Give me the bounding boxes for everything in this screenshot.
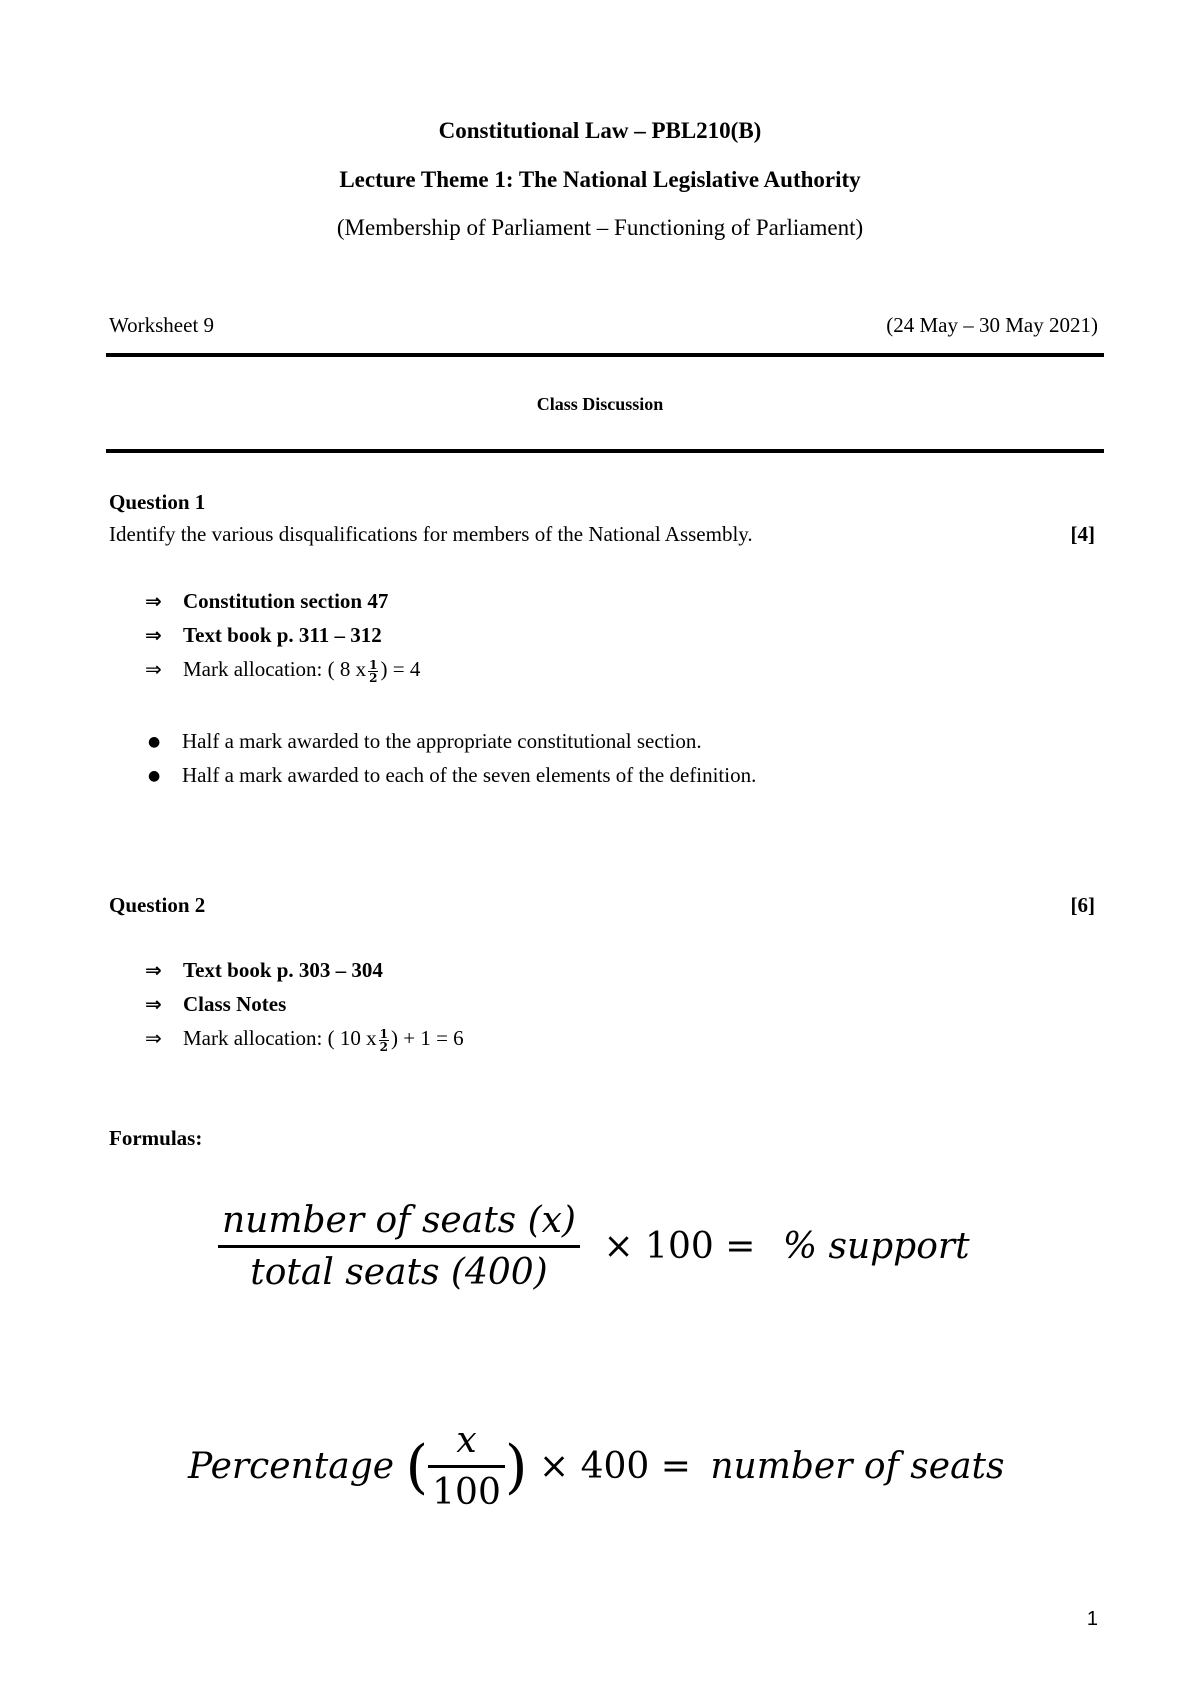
implies-arrow-icon: ⇒ [145, 958, 162, 982]
question-1-prompt: Identify the various disqualifications for members of the National Assembly. [109, 522, 753, 546]
implies-arrow-icon: ⇒ [145, 589, 162, 613]
formula-percent-support: $\frac{\text{number of seats (x)}}{\text{total seats (400)}}$ × 100 = % support [218, 1200, 970, 1293]
worksheet-dates: (24 May – 30 May 2021) [886, 313, 1098, 337]
divider-bottom [106, 449, 1104, 453]
half-fraction: $\frac{1}{2}$ [379, 1026, 388, 1054]
lecture-theme: Lecture Theme 1: The National Legislative Authority [339, 167, 861, 192]
q1-mark-allocation: ⇒ Mark allocation: ( 8 x $\frac{1}{2}$ ) = 4 [145, 657, 421, 685]
implies-arrow-icon: ⇒ [145, 1026, 162, 1050]
question-2-title: Question 2 [109, 893, 206, 917]
course-title: Constitutional Law – PBL210(B) [438, 118, 762, 143]
implies-arrow-icon: ⇒ [145, 992, 162, 1016]
question-1-title: Question 1 [109, 490, 206, 514]
page-number: 1 [1086, 1608, 1098, 1630]
formulas-label: Formulas: [109, 1126, 203, 1150]
bullet-icon: ● [148, 768, 161, 784]
q1-reference-1: ⇒ Constitution section 47 [145, 589, 389, 613]
seats-fraction: $\frac{\text{number of seats (x)}}{\text{total seats (400)}}$ [218, 1200, 580, 1293]
worksheet-label: Worksheet 9 [109, 313, 215, 337]
formula-number-of-seats: Percentage ( $\frac{x}{100}$ ) × 400 = number of seats [188, 1420, 1005, 1513]
section-title: Class Discussion [536, 394, 664, 414]
bullet-icon: ● [148, 734, 161, 750]
implies-arrow-icon: ⇒ [145, 623, 162, 647]
q1-bullet-1: ● Half a mark awarded to the appropriate constitutional section. [148, 729, 702, 753]
question-1-marks: [4] [1070, 522, 1095, 546]
q1-reference-2: ⇒ Text book p. 311 – 312 [145, 623, 382, 647]
question-2-marks: [6] [1070, 893, 1095, 917]
q2-mark-allocation: ⇒ Mark allocation: ( 10 x $\frac{1}{2}$ ) + 1 = 6 [145, 1026, 464, 1054]
half-fraction: $\frac{1}{2}$ [369, 657, 378, 685]
left-paren: ( [405, 1432, 429, 1501]
q2-reference-1: ⇒ Text book p. 303 – 304 [145, 958, 383, 982]
subtitle: (Membership of Parliament – Functioning of Parliament) [336, 215, 864, 240]
implies-arrow-icon: ⇒ [145, 657, 162, 681]
percentage-fraction: $\frac{x}{100}$ [428, 1420, 505, 1513]
q2-reference-2: ⇒ Class Notes [145, 992, 287, 1016]
right-paren: ) [504, 1432, 528, 1501]
q1-bullet-2: ● Half a mark awarded to each of the seven elements of the definition. [148, 763, 757, 787]
divider-top [106, 353, 1104, 357]
